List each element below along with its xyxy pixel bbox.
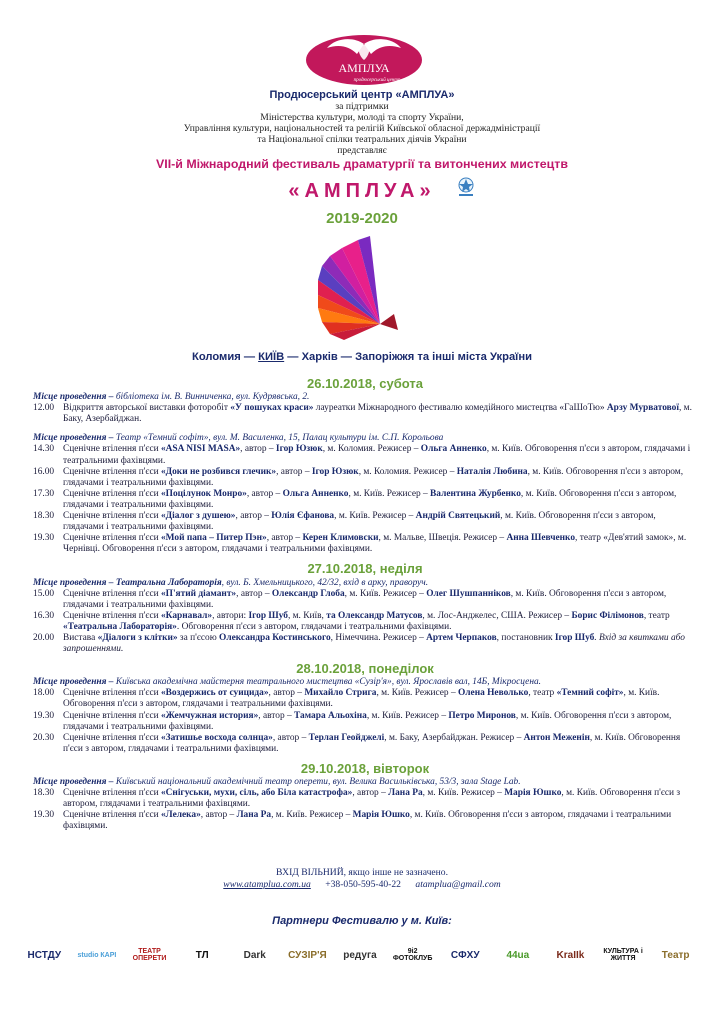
event-text: , м. Мальве, Швеція. Режисер –	[378, 533, 507, 544]
event-highlight: Ігор Юзюк	[275, 444, 323, 455]
amplua-wings-logo-icon	[305, 34, 423, 86]
event-text: , автор –	[266, 533, 303, 544]
event-highlight: «П'ятий діамант»	[160, 588, 237, 599]
event-highlight: «Театральна Лабораторія»	[63, 621, 177, 632]
event-time: 18.30	[33, 511, 55, 522]
cities-part: Коломия —	[192, 351, 259, 363]
footer	[0, 867, 724, 890]
event-time: 19.30	[33, 810, 55, 821]
event-row	[33, 688, 697, 710]
event-highlight: Марія Юшко	[352, 810, 410, 821]
event-highlight: Олександра Костинського	[219, 632, 331, 643]
event-highlight: Ольга Анненко	[420, 444, 487, 455]
event-text: , м. Київ. Обговорення п'єси з автором, глядачами і театральними фахівцями.	[63, 688, 660, 710]
support-line: Управління культури, національностей та релігій Київської обласної держадміністрації	[183, 123, 541, 134]
header	[0, 89, 724, 171]
event-highlight: Ігор Шуб	[554, 632, 595, 643]
event-time: 20.30	[33, 732, 55, 743]
event-text: Сценічне втілення п'єси	[63, 588, 161, 599]
partner-logo: 9і2 ФОТОКЛУБ	[392, 948, 433, 962]
festival-logo	[305, 34, 423, 86]
event-highlight: «Темний софіт»	[556, 688, 624, 699]
fan-emblem-icon	[318, 232, 410, 342]
day-heading: 26.10.2018, субота	[307, 376, 423, 391]
event-time: 16.30	[33, 610, 55, 621]
event-highlight: Олена Неволько	[457, 688, 529, 699]
event-text: , м. Баку, Азербайджан. Режисер –	[384, 732, 524, 743]
event-text: , м. Київ. Обговорення п'єси з автором, глядачами і театральними фахівцями.	[63, 466, 684, 488]
event-text: Вистава	[63, 632, 98, 643]
event-time: 18.30	[33, 788, 55, 799]
event-text: , автор –	[240, 444, 276, 455]
event-time: 19.30	[33, 533, 55, 544]
event-highlight: «У пошуках краси»	[230, 403, 314, 414]
event-highlight: «Доки не розбився глечик»	[160, 466, 277, 477]
event-highlight: Марія Юшко	[504, 788, 562, 799]
day-heading: 29.10.2018, вівторок	[300, 760, 430, 776]
event-text: Сценічне втілення п'єси	[63, 732, 161, 743]
event-text: лауреатки Міжнародного фестивалю комедійного мистецтва «ГаШоТю»	[313, 403, 607, 414]
festival-years: 2019-2020	[326, 210, 398, 227]
event-text: , Німеччина. Режисер –	[330, 632, 427, 643]
event-text: Сценічне втілення п'єси	[63, 466, 161, 477]
event-time: 17.30	[33, 488, 55, 499]
event-text: , театр «Дев'ятий замок», м. Чернівці. Обговорення п'єси з автором, глядачами і театральними фахівцями.	[63, 533, 687, 555]
event-highlight: Наталія Любина	[456, 466, 528, 477]
event-row	[33, 733, 697, 755]
support-line: представляє	[337, 145, 387, 156]
event-highlight: «ASA NISI MASA»	[160, 444, 241, 455]
venue-line	[33, 677, 697, 688]
event-text: , автор –	[236, 588, 272, 599]
event-text: , м. Київ. Обговорення п'єси з автором, глядачами і театральними фахівцями.	[63, 588, 667, 610]
partner-logo: редуга	[343, 949, 377, 961]
event-highlight: «Жемчужная история»	[160, 710, 259, 721]
event-row	[33, 589, 697, 611]
event-text: , автори:	[212, 610, 249, 621]
event-text: , м. Київ,	[287, 610, 327, 621]
event-text: , театр	[528, 688, 557, 699]
organizer-name: Продюсерський центр «АМПЛУА»	[269, 89, 455, 101]
event-text: Сценічне втілення п'єси	[63, 610, 161, 621]
event-text: Сценічне втілення п'єси	[63, 511, 161, 522]
event-highlight: «Затишье восхода солнца»	[160, 732, 273, 743]
event-text: , м. Київ. Режисер –	[376, 688, 458, 699]
event-text: , м. Київ. Режисер –	[348, 488, 431, 499]
event-highlight: Арзу Мурватової	[606, 403, 679, 414]
event-row	[33, 633, 697, 655]
event-text: , м. Київ. Режисер –	[271, 810, 353, 821]
partner-logo: 44ua	[506, 949, 530, 961]
venue-line	[33, 777, 697, 788]
event-text: , м. Київ. Обговорення п'єси з автором, глядачами і театральними фахівцями.	[63, 788, 681, 810]
event-text: , м. Київ. Режисер –	[366, 710, 449, 721]
event-text: , м. Коломия. Режисер –	[322, 444, 421, 455]
event-text: , автор –	[235, 511, 272, 522]
venue-label: Місце проведення –	[33, 392, 114, 403]
venue-label: Місце проведення –	[33, 433, 114, 444]
festival-program	[33, 378, 697, 832]
event-highlight: Лана Ра	[388, 788, 423, 799]
venue-label: Місце проведення –	[33, 677, 114, 688]
event-text: , м. Коломия. Режисер –	[358, 466, 457, 477]
free-entry-note: ВХІД ВІЛЬНИЙ, якщо інше не зазначено.	[276, 867, 448, 878]
event-text: , м. Київ. Режисер –	[422, 788, 505, 799]
event-text: , м. Київ. Обговорення п'єси з автором, глядачами і театральними фахівцями.	[63, 810, 672, 832]
partner-logo: Dark	[243, 949, 266, 961]
event-highlight: Ігор Юзюк	[311, 466, 359, 477]
event-highlight: Михайло Стрига	[304, 688, 377, 699]
partners-title: Партнери Фестивалю у м. Київ:	[272, 915, 452, 927]
event-text: , м. Баку, Азербайджан.	[63, 403, 692, 425]
event-time: 12.00	[33, 403, 55, 414]
partner-logo: СУЗІР'Я	[288, 949, 327, 961]
venue-line	[33, 578, 697, 589]
event-highlight: Олег Шушпанніков	[426, 588, 511, 599]
venue-address: Театр «Темний софіт», вул. М. Василенка, 15, Палац культури ім. С.П. Корольова	[113, 433, 444, 444]
event-highlight: Тамара Альохіна	[294, 710, 367, 721]
event-text: Сценічне втілення п'єси	[63, 810, 161, 821]
event-text: , автор –	[272, 732, 309, 743]
event-highlight: «Мой папа – Питер Пэн»	[160, 533, 267, 544]
event-text: Сценічне втілення п'єси	[63, 688, 161, 699]
partner-logo: studio КАРІ	[77, 951, 117, 959]
support-line: Міністерства культури, молоді та спорту України,	[260, 112, 464, 123]
event-text: , м. Київ. Режисер –	[334, 511, 416, 522]
event-time: 18.00	[33, 688, 55, 699]
event-highlight: «Карнавал»	[160, 610, 213, 621]
partner-logo: КУЛЬТУРА і ЖИТТЯ	[603, 948, 643, 962]
phone-number: +38-050-595-40-22	[325, 879, 401, 890]
event-highlight: Терлан Геойджелі	[308, 732, 385, 743]
website-link[interactable]: www.atamplua.com.ua	[223, 879, 311, 890]
event-highlight: Лана Ра	[236, 810, 272, 821]
event-time: 14.30	[33, 444, 55, 455]
event-highlight: «Поцілунок Монро»	[160, 488, 247, 499]
event-text: . Обговорення п'єси з автором, глядачами і театральними фахівцями.	[176, 621, 452, 632]
day-heading: 28.10.2018, понеділок	[296, 661, 434, 677]
event-highlight: «Воздержись от суицида»	[160, 688, 269, 699]
partner-logos	[20, 934, 704, 976]
event-text: Сценічне втілення п'єси	[63, 488, 161, 499]
event-text: , постановник	[496, 632, 555, 643]
event-note: . Вхід за квитками або запрошеннями.	[63, 632, 685, 655]
event-highlight: Валентина Журбенко	[430, 488, 521, 499]
star-dancer-icon	[455, 176, 477, 198]
event-text: , автор –	[200, 810, 237, 821]
event-time: 19.30	[33, 710, 55, 721]
event-highlight: «Снігуськи, мухи, сіль, або Біла катастрофа»	[160, 788, 353, 799]
event-text: Сценічне втілення п'єси	[63, 710, 161, 721]
partner-logo: KraIIk	[556, 949, 585, 961]
venue-address: Київський національний академічний театр оперети, вул. Велика Васильківська, 53/3, зала Stage Lab.	[113, 777, 521, 787]
event-highlight: Олександр Глоба	[271, 588, 345, 599]
venue-address: , вул. Б. Хмельницького, 42/32, вхід в арку, праворуч.	[221, 577, 429, 588]
event-highlight: Керен Климовски	[302, 533, 379, 544]
event-row	[33, 533, 697, 555]
venue-label: Місце проведення –	[33, 777, 114, 787]
event-text: , м. Київ. Режисер –	[344, 588, 427, 599]
cities-part: — Харків — Запоріжжя та інші міста України	[284, 351, 532, 363]
event-text: , автор –	[268, 688, 305, 699]
event-highlight: Антон Меженін	[523, 732, 590, 743]
event-row	[33, 788, 697, 810]
event-text: Сценічне втілення п'єси	[63, 444, 161, 455]
partner-logo: СФХУ	[450, 949, 480, 961]
event-row	[33, 444, 697, 466]
event-text: , автор –	[276, 466, 312, 477]
event-highlight: «Лелека»	[160, 810, 201, 821]
event-text: , м. Київ. Обговорення п'єси з автором, глядачами і театральними фахівцями.	[63, 488, 677, 510]
event-highlight: та Олександр Матусов	[326, 610, 423, 621]
event-text: , м. Київ. Обговорення п'єси з автором, глядачами і театральними фахівцями.	[63, 732, 681, 754]
event-text: , автор –	[258, 710, 295, 721]
partner-logo: ТЛ	[195, 949, 209, 961]
partner-logo: НСТДУ	[27, 949, 62, 961]
event-text: , автор –	[352, 788, 389, 799]
event-highlight: Анна Шевченко	[506, 533, 576, 544]
event-highlight: Ольга Анненко	[282, 488, 349, 499]
festival-name: VII-й Міжнародний фестиваль драматургії та витончених мистецтв	[156, 157, 568, 171]
day-heading: 27.10.2018, неділя	[307, 561, 423, 577]
venue-address: бібліотека ім. В. Винниченка, вул. Кудрявська, 2.	[113, 392, 310, 403]
email-link[interactable]: atamplua@gmail.com	[415, 879, 501, 890]
event-text: Сценічне втілення п'єси	[63, 788, 161, 799]
event-highlight: «Діалог з душею»	[160, 511, 236, 522]
event-text: за п'єсою	[177, 632, 220, 643]
event-highlight: Петро Миронов	[448, 710, 516, 721]
event-text: , м. Лос-Анджелес, США. Режисер –	[422, 610, 572, 621]
event-row	[33, 489, 697, 511]
city-kyiv: КИЇВ	[258, 351, 285, 363]
event-highlight: Артем Черпаков	[426, 632, 497, 643]
event-text: Сценічне втілення п'єси	[63, 533, 161, 544]
event-highlight: Андрій Святецький	[415, 511, 501, 522]
venue-line	[33, 433, 697, 444]
event-row	[33, 810, 697, 832]
event-row	[33, 511, 697, 533]
partner-logo: Театр	[661, 949, 690, 961]
event-text: , м. Київ. Обговорення п'єси з автором, глядачами і театральними фахівцями.	[63, 444, 691, 466]
event-highlight: Юлія Єфанова	[271, 511, 335, 522]
event-row	[33, 711, 697, 733]
venue-label: Місце проведення – Театральна Лабораторія	[33, 577, 222, 588]
event-highlight: Борис Філімонов	[571, 610, 644, 621]
event-time: 15.00	[33, 588, 55, 599]
support-line: та Національної спілки театральних діячів України	[257, 134, 467, 145]
event-text: , театр	[643, 610, 670, 621]
event-row	[33, 611, 697, 633]
event-time: 16.00	[33, 466, 55, 477]
event-text: , м. Київ. Обговорення п'єси з автором, глядачами і театральними фахівцями.	[63, 511, 656, 533]
event-highlight: «Діалоги з клітки»	[97, 632, 178, 643]
cities-line	[0, 351, 724, 363]
support-line: за підтримки	[335, 101, 389, 112]
event-row	[33, 467, 697, 489]
venue-address: Київська академічна майстерня театрального мистецтва «Сузір'я», вул. Ярославів вал, 14Б, Мікросцена.	[113, 677, 541, 688]
festival-title: «АМПЛУА»	[288, 180, 436, 202]
logo-subtext: продюсерський центр	[353, 78, 401, 83]
logo-text: АМПЛУА	[338, 61, 390, 75]
event-row	[33, 403, 697, 425]
event-text: Відкриття авторської виставки фоторобіт	[63, 403, 231, 414]
event-text: , автор –	[246, 488, 283, 499]
venue-line	[33, 392, 697, 403]
event-time: 20.00	[33, 632, 55, 643]
partner-logo: ТЕАТР ОПЕРЕТИ	[132, 948, 167, 962]
block-gap	[33, 425, 697, 431]
event-text: , м. Київ. Обговорення п'єси з автором, глядачами і театральними фахівцями.	[63, 710, 672, 732]
event-highlight: Ігор Шуб	[248, 610, 288, 621]
